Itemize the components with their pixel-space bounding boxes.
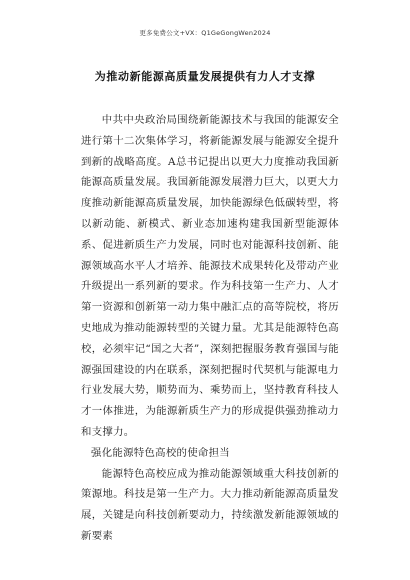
document-body xyxy=(81,110,339,547)
section-paragraph: 能源特色高校应成为推动能源领域重大科技创新的策源地。科技是第一生产力。大力推动新能源高质量发展，关键是向科技创新要动力，持续激发新能源领域的新要素 xyxy=(81,467,339,542)
document-title: 为推动新能源高质量发展提供有力人才支撑 xyxy=(94,70,316,83)
body-paragraph: 中共中央政治局围绕新能源技术与我国的能源安全进行第十二次集体学习，将新能源发展与能源安全提升到新的战略高度。A总书记提出以更大力度推动我国新能源高质量发展。我国新能源发展潜力巨大，以更大力度推动新能源高质量发展，加快能源绿色低碳转型，将以新动能、新模式、新业态加速构建我国新型能源体系、促进新质生产力发展，同时也对能源科技创新、能源领域高水平人才培养、能源技术成果转化及带动产业升级提出一系列新的要求。作为科技第一生产力、人才第一资源和创新第一动力集中融汇点的高等院校，将历史地成为推动能源转型的关键力量。尤其是能源特色高校，必须牢记“国之大者”，深刻把握服务教育强国与能源强国建设的内在联系，深刻把握时代契机与能源电力行业发展大势，顺势而为、乘势而上，坚持教育科技人才一体推进，为能源新质生产力的形成提供强劲推动力和支撑力。 xyxy=(81,114,339,438)
section-heading: 强化能源特色高校的使命担当 xyxy=(91,446,230,459)
header-note: 更多免费公文+VX：Q1GeGongWen2024 xyxy=(139,29,271,37)
